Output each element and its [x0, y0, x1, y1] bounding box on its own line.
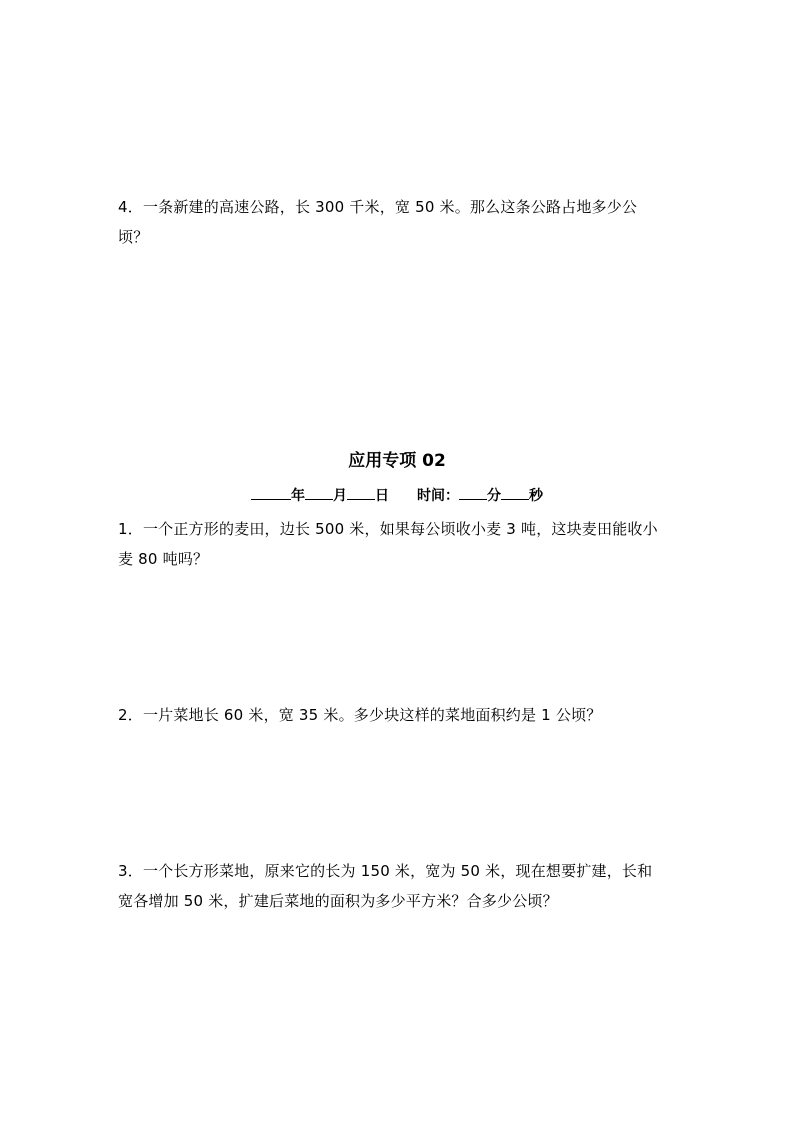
question-4 [118, 192, 678, 252]
year-label: 年 [291, 488, 305, 504]
question-4-line-1: 4．一条新建的高速公路，长 300 千米，宽 50 米。那么这条公路占地多少公 [118, 198, 638, 216]
date-time-line [0, 484, 794, 508]
month-blank[interactable] [305, 484, 333, 500]
minute-label: 分 [487, 488, 501, 504]
year-blank[interactable] [251, 484, 291, 500]
question-1-line-2: 麦 80 吨吗？ [118, 550, 209, 568]
question-3 [118, 856, 678, 916]
question-1-line-1: 1．一个正方形的麦田，边长 500 米，如果每公顷收小麦 3 吨，这块麦田能收小 [118, 520, 658, 538]
question-3-line-2: 宽各增加 50 米，扩建后菜地的面积为多少平方米？合多少公顷？ [118, 892, 558, 910]
section-title: 应用专项 02 [348, 451, 446, 471]
question-2-line-1: 2．一片菜地长 60 米，宽 35 米。多少块这样的菜地面积约是 1 公顷？ [118, 706, 602, 724]
minute-blank[interactable] [459, 484, 487, 500]
day-label: 日 [375, 488, 389, 504]
question-3-line-1: 3．一个长方形菜地，原来它的长为 150 米，宽为 50 米，现在想要扩建，长和 [118, 862, 653, 880]
question-4-line-2: 顷？ [118, 228, 149, 246]
second-label: 秒 [529, 488, 543, 504]
question-2 [118, 700, 678, 730]
time-label: 时间： [417, 488, 459, 504]
second-blank[interactable] [501, 484, 529, 500]
month-label: 月 [333, 488, 347, 504]
day-blank[interactable] [347, 484, 375, 500]
question-1 [118, 514, 678, 574]
